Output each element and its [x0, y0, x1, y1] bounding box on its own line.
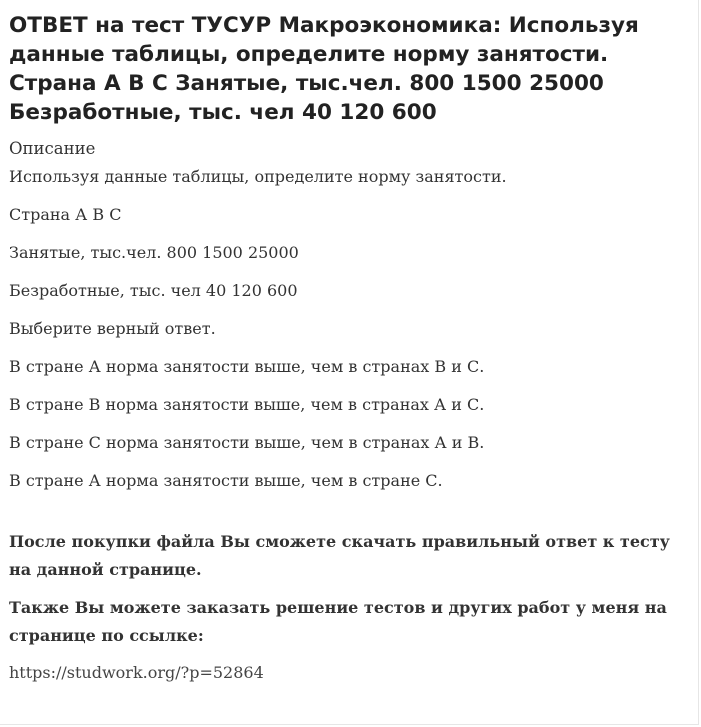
description-label: Описание [9, 139, 96, 158]
answer-option: В стране А норма занятости выше, чем в странах В и С. [9, 357, 485, 376]
purchase-note: После покупки файла Вы сможете скачать правильный ответ к тесту на данной странице. [9, 532, 670, 579]
page-title: ОТВЕТ на тест ТУСУР Макроэкономика: Используя данные таблицы, определите норму занятости. Страна А В С Занятые, тыс.чел. 800 1500 25000 Безработные, тыс. чел 40 120 600 [9, 13, 639, 125]
instruction-text: Выберите верный ответ. [9, 319, 216, 338]
studwork-link[interactable]: https://studwork.org/?p=52864 [9, 663, 264, 682]
question-text: Используя данные таблицы, определите норму занятости. [9, 167, 507, 186]
employed-line: Занятые, тыс.чел. 800 1500 25000 [9, 243, 299, 262]
table-header-line: Страна А В С [9, 205, 122, 224]
description-body [9, 166, 688, 492]
unemployed-line: Безработные, тыс. чел 40 120 600 [9, 281, 298, 300]
order-note: Также Вы можете заказать решение тестов и других работ у меня на странице по ссылке: [9, 598, 667, 645]
answer-option: В стране В норма занятости выше, чем в странах А и С. [9, 395, 485, 414]
spacer [9, 492, 688, 528]
answer-option: В стране А норма занятости выше, чем в стране С. [9, 471, 443, 490]
answer-option: В стране С норма занятости выше, чем в странах А и В. [9, 433, 485, 452]
